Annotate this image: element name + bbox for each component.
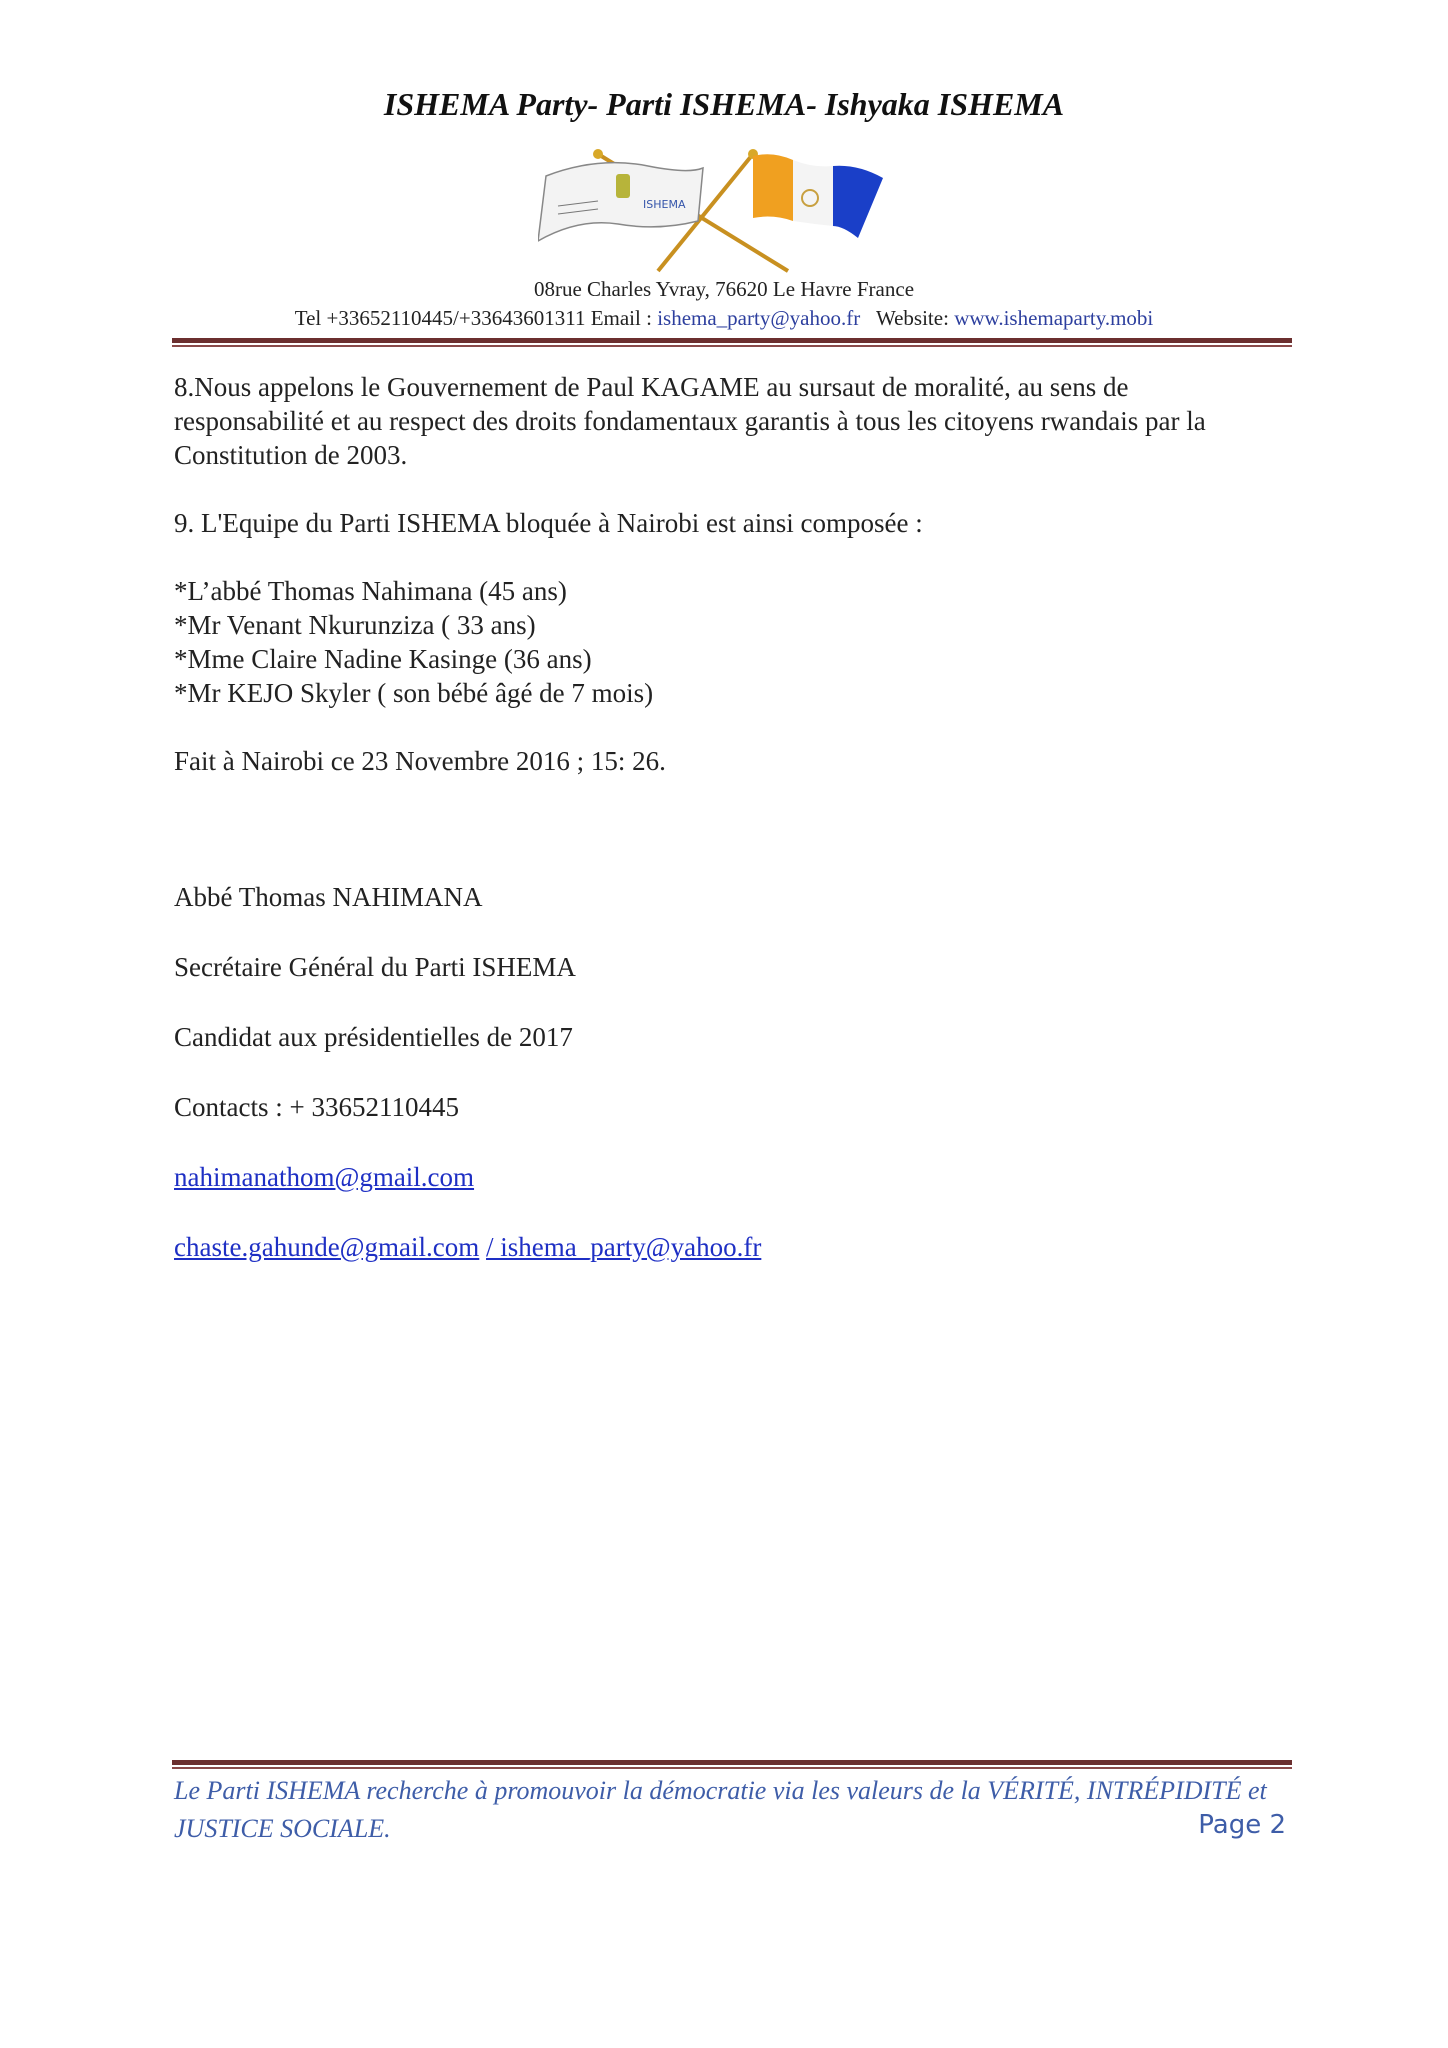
dateline: Fait à Nairobi ce 23 Novembre 2016 ; 15: 26. xyxy=(174,746,666,776)
svg-text:ISHEMA: ISHEMA xyxy=(643,198,686,211)
header-tel: Tel +33652110445/+33643601311 Email : xyxy=(294,306,658,330)
email-link-chaste-gahunde[interactable]: chaste.gahunde@gmail.com xyxy=(174,1232,480,1262)
signature-email-line-1 xyxy=(174,1162,474,1193)
team-member: *Mr Venant Nkurunziza ( 33 ans) xyxy=(174,610,536,640)
team-member: *L’abbé Thomas Nahimana (45 ans) xyxy=(174,576,567,606)
signature-role: Secrétaire Général du Parti ISHEMA xyxy=(174,952,576,982)
email-link-nahimanathom[interactable]: nahimanathom@gmail.com xyxy=(174,1162,475,1192)
signature-candidacy: Candidat aux présidentielles de 2017 xyxy=(174,1022,573,1052)
team-member: *Mr KEJO Skyler ( son bébé âgé de 7 mois) xyxy=(174,678,654,708)
paragraph-9: 9. L'Equipe du Parti ISHEMA bloquée à Nairobi est ainsi composée : xyxy=(174,508,923,538)
header-title: ISHEMA Party- Parti ISHEMA- Ishyaka ISHEMA xyxy=(383,86,1065,122)
footer-motto-line-2: JUSTICE SOCIALE. xyxy=(174,1814,391,1843)
header-contact-line xyxy=(0,306,1448,331)
party-flags-logo xyxy=(538,146,924,276)
header-email-link[interactable]: ishema_party@yahoo.fr xyxy=(657,306,861,330)
header-rule xyxy=(172,338,1292,343)
header-website-link[interactable]: www.ishemaparty.mobi xyxy=(954,306,1154,330)
header-address: 08rue Charles Yvray, 76620 Le Havre France xyxy=(533,277,915,301)
team-member: *Mme Claire Nadine Kasinge (36 ans) xyxy=(174,644,592,674)
footer-motto-line-1: Le Parti ISHEMA recherche à promouvoir la démocratie via les valeurs de la VÉRITÉ, INTRÉPIDITÉ et xyxy=(174,1776,1267,1805)
footer-rule-thin xyxy=(172,1767,1292,1769)
document-body xyxy=(174,370,1284,778)
signature-contacts: Contacts : + 33652110445 xyxy=(174,1092,459,1122)
paragraph-8: 8.Nous appelons le Gouvernement de Paul KAGAME au sursaut de moralité, au sens de responsabilité et au respect des droits fondamentaux garantis à tous les citoyens rwandais par la Constitution de 2003. xyxy=(174,372,1206,470)
footer-motto xyxy=(174,1772,1284,1848)
header-rule-thin xyxy=(172,345,1292,347)
footer-rule xyxy=(172,1760,1292,1765)
email-link-ishema-party[interactable]: / ishema_party@yahoo.fr xyxy=(486,1232,762,1262)
header-website-label: Website: xyxy=(875,306,955,330)
signature-name: Abbé Thomas NAHIMANA xyxy=(174,882,483,912)
signature-email-line-2 xyxy=(174,1232,761,1263)
page-number: Page 2 xyxy=(1198,1810,1286,1840)
